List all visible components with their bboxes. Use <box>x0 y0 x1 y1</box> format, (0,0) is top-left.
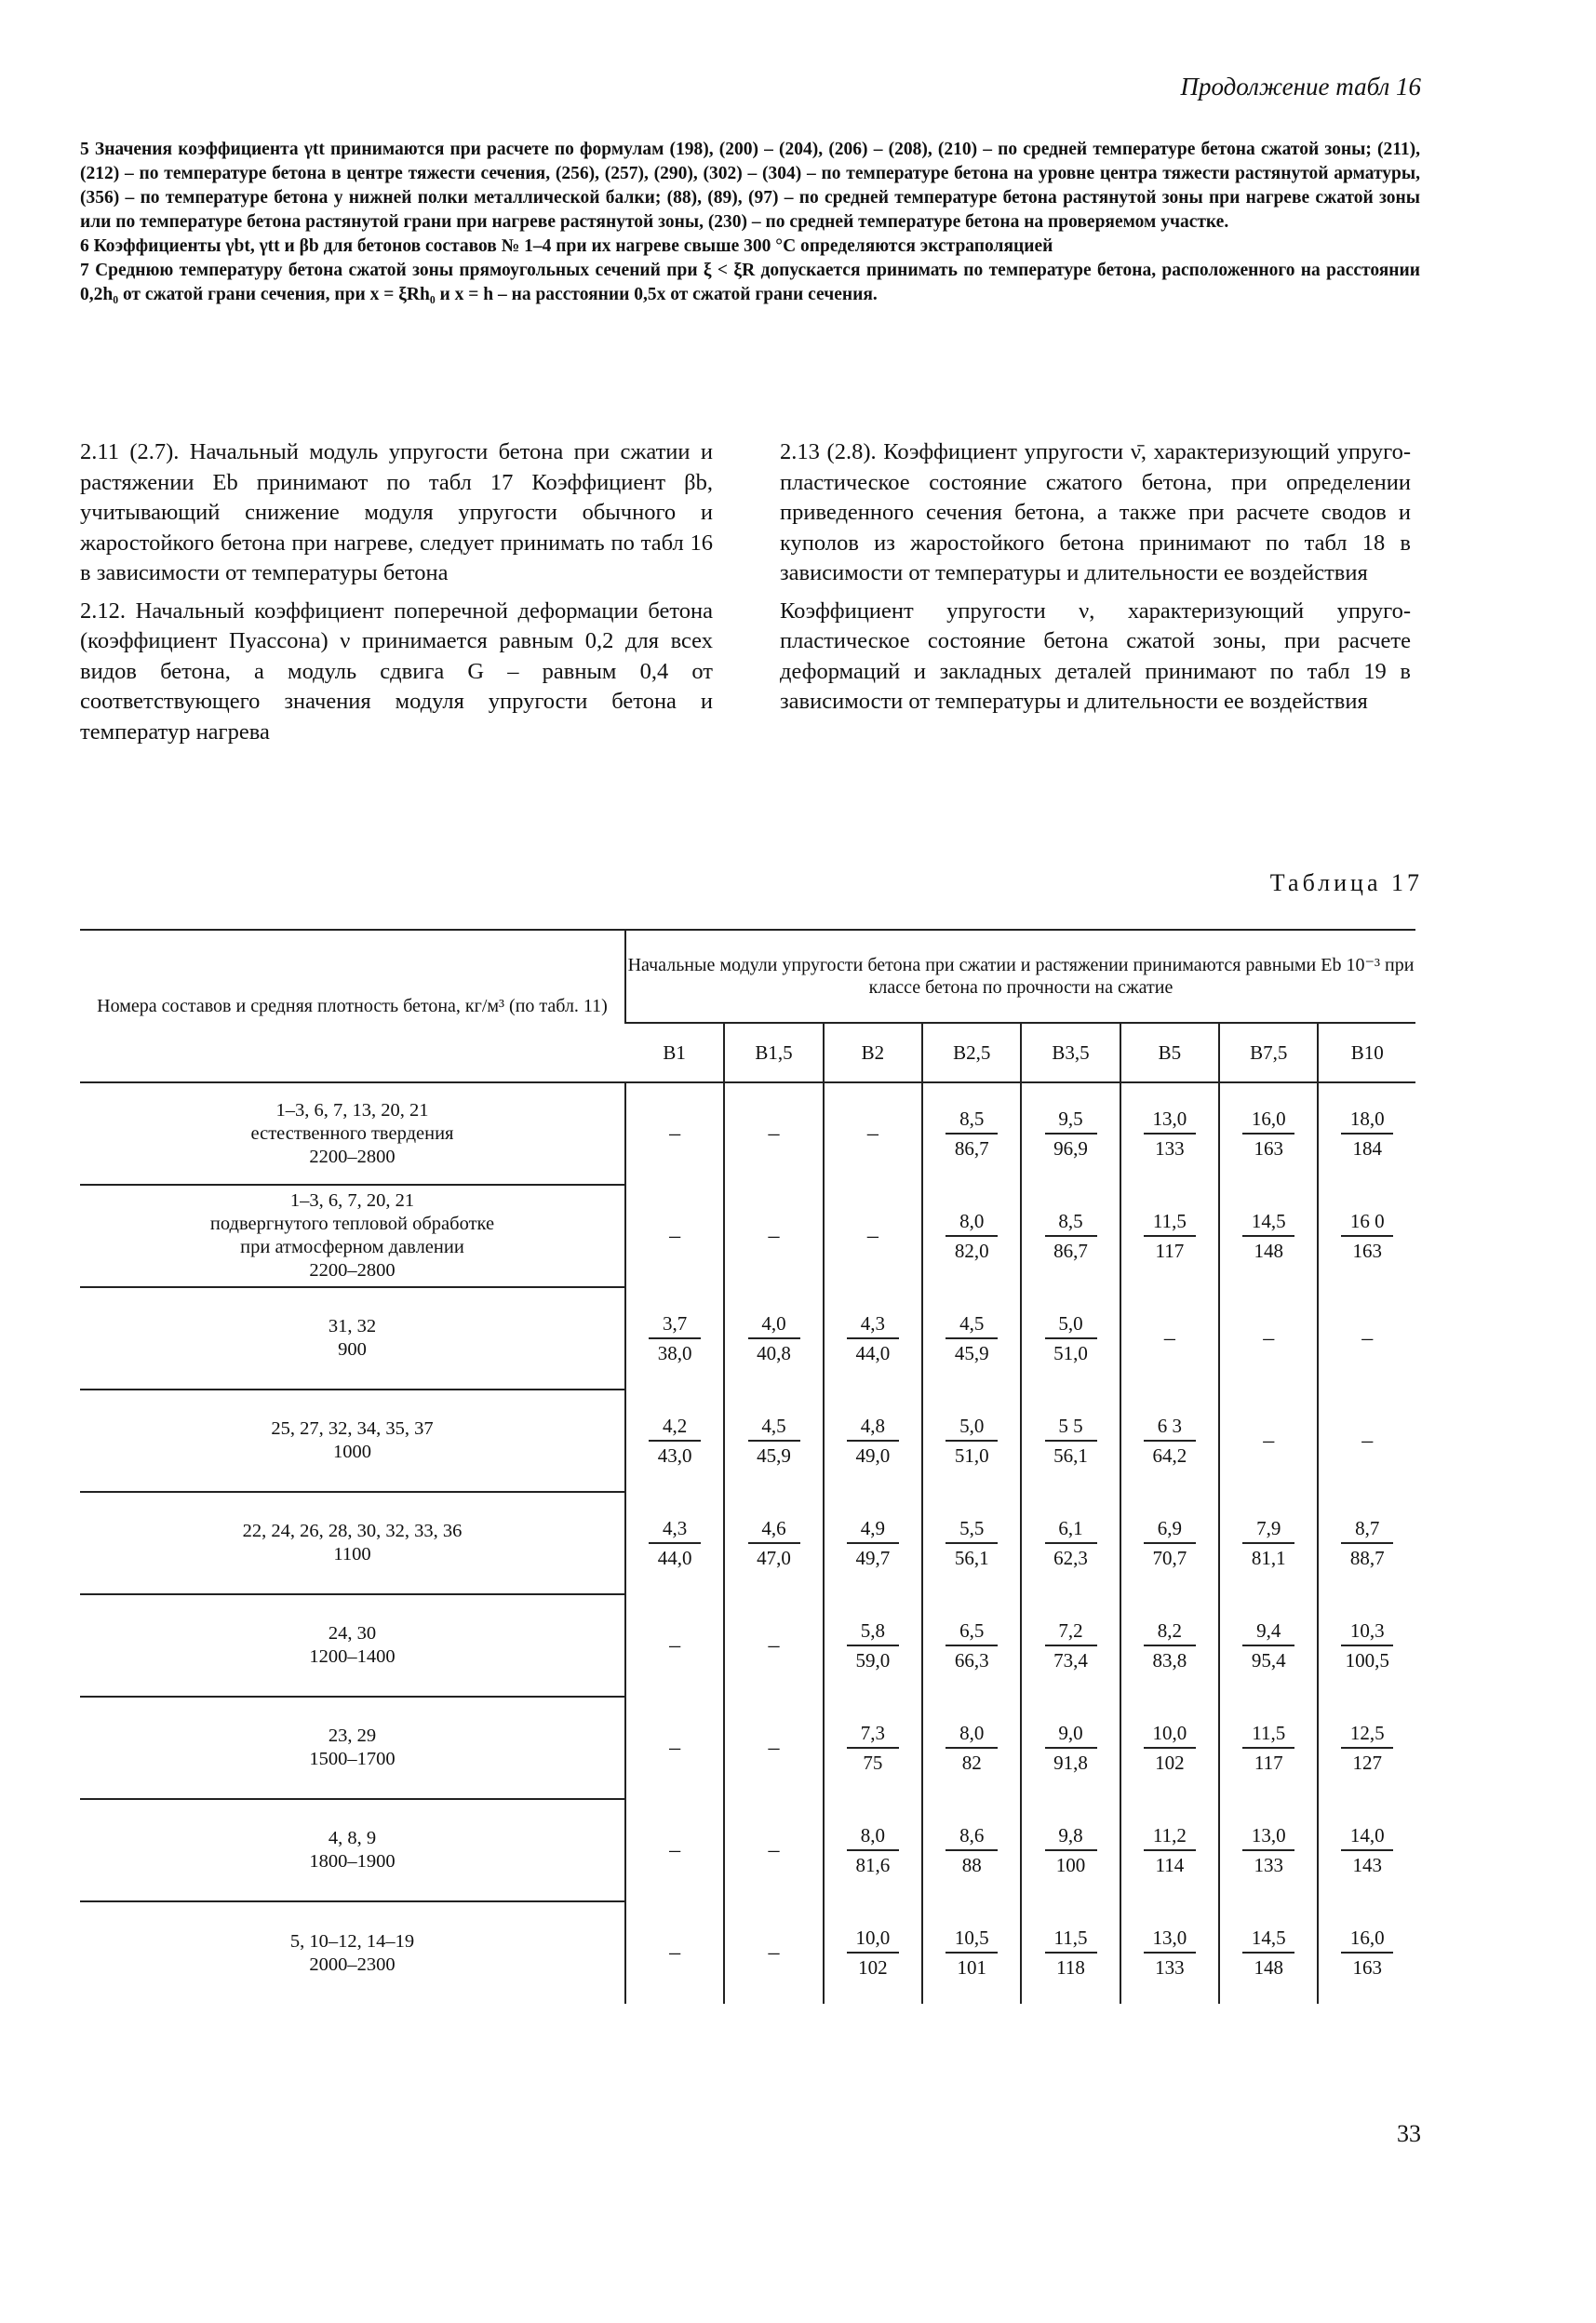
modulus-numerator: 18,0 <box>1341 1108 1393 1135</box>
modulus-denominator: 40,8 <box>757 1341 791 1364</box>
empty-cell-dash: – <box>824 1082 922 1185</box>
modulus-cell <box>824 1799 922 1901</box>
modulus-numerator: 4,2 <box>649 1415 701 1442</box>
modulus-denominator: 70,7 <box>1152 1546 1187 1569</box>
modulus-fraction <box>1045 1722 1097 1775</box>
modulus-cell <box>1318 1901 1415 2004</box>
empty-cell-dash: – <box>625 1082 724 1185</box>
modulus-denominator: 133 <box>1155 1137 1185 1160</box>
right-text-column <box>780 437 1411 725</box>
modulus-cell <box>724 1390 823 1492</box>
modulus-fraction <box>946 1927 998 1980</box>
modulus-denominator: 49,0 <box>855 1443 891 1467</box>
table-row <box>80 1799 1415 1901</box>
modulus-fraction <box>946 1722 998 1775</box>
modulus-numerator: 13,0 <box>1144 1108 1196 1135</box>
modulus-cell <box>1219 1185 1318 1287</box>
composition-line: 1500–1700 <box>309 1749 396 1769</box>
modulus-denominator: 86,7 <box>1053 1239 1088 1262</box>
composition-line: 4, 8, 9 <box>328 1828 377 1848</box>
modulus-cell <box>1021 1287 1120 1390</box>
composition-line: 5, 10–12, 14–19 <box>289 1930 415 1952</box>
composition-line: 25, 27, 32, 34, 35, 37 <box>271 1418 434 1439</box>
modulus-cell <box>1021 1082 1120 1185</box>
paragraph-2-12: 2.12. Начальный коэффициент поперечной деформации бетона (коэффициент Пуассона) ν принимается равным 0,2 для всех видов бетона, а модуль сдвига G – равным 0,4 от соответствующего значения модуля упругости бетона и температур нагрева <box>80 598 713 745</box>
composition-cell <box>80 1390 625 1492</box>
modulus-cell <box>1219 1799 1318 1901</box>
modulus-fraction <box>1242 1927 1294 1980</box>
modulus-numerator: 13,0 <box>1144 1927 1196 1954</box>
modulus-fraction <box>946 1619 998 1672</box>
modulus-numerator: 10,5 <box>946 1927 998 1954</box>
modulus-cell <box>824 1901 922 2004</box>
composition-line: 1000 <box>333 1442 371 1462</box>
empty-cell-dash: – <box>625 1594 724 1697</box>
modulus-cell <box>1219 1082 1318 1185</box>
empty-cell-dash: – <box>1219 1287 1318 1390</box>
modulus-denominator: 83,8 <box>1152 1648 1187 1672</box>
modulus-denominator: 88 <box>961 1853 982 1876</box>
composition-line: естественного твердения <box>250 1122 454 1144</box>
modulus-numerator: 8,7 <box>1341 1517 1393 1544</box>
modulus-numerator: 14,5 <box>1242 1927 1294 1954</box>
empty-cell-dash: – <box>625 1185 724 1287</box>
modulus-numerator: 4,6 <box>748 1517 800 1544</box>
modulus-numerator: 6,5 <box>946 1619 998 1646</box>
empty-cell-dash: – <box>1219 1390 1318 1492</box>
modulus-denominator: 66,3 <box>954 1648 989 1672</box>
modulus-denominator: 56,1 <box>1053 1443 1088 1467</box>
composition-line: 24, 30 <box>328 1623 377 1644</box>
empty-cell-dash: – <box>724 1901 823 2004</box>
modulus-denominator: 133 <box>1254 1853 1283 1876</box>
class-header-cell: B3,5 <box>1021 1023 1120 1082</box>
composition-line: 2200–2800 <box>309 1260 396 1281</box>
modulus-cell <box>922 1287 1021 1390</box>
header-modulus: Начальные модули упругости бетона при сжатии и растяжении принимаются равными Eb 10⁻³ при классе бетона по прочности на сжатие <box>625 930 1415 1023</box>
modulus-cell <box>1318 1082 1415 1185</box>
modulus-denominator: 102 <box>858 1955 888 1979</box>
composition-cell <box>80 1492 625 1594</box>
modulus-cell <box>922 1082 1021 1185</box>
modulus-numerator: 8,0 <box>847 1824 899 1851</box>
empty-cell-dash: – <box>724 1594 823 1697</box>
table-row <box>80 1492 1415 1594</box>
empty-cell-dash: – <box>1120 1287 1219 1390</box>
empty-cell-dash: – <box>724 1082 823 1185</box>
modulus-cell <box>1021 1901 1120 2004</box>
modulus-cell <box>724 1287 823 1390</box>
modulus-denominator: 163 <box>1352 1955 1382 1979</box>
modulus-fraction <box>847 1312 899 1365</box>
modulus-fraction <box>1242 1722 1294 1775</box>
modulus-cell <box>1219 1697 1318 1799</box>
modulus-cell <box>922 1697 1021 1799</box>
modulus-denominator: 163 <box>1254 1137 1283 1160</box>
modulus-numerator: 16,0 <box>1341 1927 1393 1954</box>
modulus-denominator: 95,4 <box>1251 1648 1286 1672</box>
modulus-fraction <box>946 1312 998 1365</box>
modulus-numerator: 6,1 <box>1045 1517 1097 1544</box>
composition-line: 2000–2300 <box>309 1954 396 1975</box>
modulus-fraction <box>1242 1517 1294 1570</box>
modulus-numerator: 8,0 <box>946 1210 998 1237</box>
empty-cell-dash: – <box>824 1185 922 1287</box>
table-continuation-header: Продолжение табл 16 <box>1180 73 1421 101</box>
empty-cell-dash: – <box>724 1799 823 1901</box>
modulus-cell <box>1120 1594 1219 1697</box>
empty-cell-dash: – <box>724 1697 823 1799</box>
table-17 <box>80 929 1415 2004</box>
modulus-numerator: 4,3 <box>649 1517 701 1544</box>
empty-cell-dash: – <box>1318 1390 1415 1492</box>
modulus-fraction <box>1144 1210 1196 1263</box>
modulus-fraction <box>1144 1722 1196 1775</box>
modulus-numerator: 9,8 <box>1045 1824 1097 1851</box>
modulus-numerator: 12,5 <box>1341 1722 1393 1749</box>
modulus-fraction <box>1341 1619 1393 1672</box>
class-header-cell: B7,5 <box>1219 1023 1318 1082</box>
modulus-denominator: 82 <box>961 1751 982 1774</box>
modulus-cell <box>1219 1594 1318 1697</box>
modulus-cell <box>1120 1390 1219 1492</box>
composition-line: при атмосферном давлении <box>240 1237 464 1257</box>
modulus-cell <box>1120 1799 1219 1901</box>
composition-cell <box>80 1185 625 1287</box>
modulus-denominator: 44,0 <box>855 1341 891 1364</box>
paragraph-elasticity: Коэффициент упругости ν, характеризующий упруго-пластическое состояние бетона сжатой зоны, при расчете деформаций и закладных деталей принимают по табл 19 в зависимости от температуры и длительности ее воздействия <box>780 598 1411 714</box>
modulus-denominator: 117 <box>1155 1239 1185 1262</box>
composition-cell <box>80 1799 625 1901</box>
table-16-notes <box>80 138 1420 307</box>
modulus-fraction <box>847 1722 899 1775</box>
modulus-cell <box>922 1492 1021 1594</box>
modulus-fraction <box>1242 1824 1294 1877</box>
modulus-cell <box>1021 1799 1120 1901</box>
composition-cell <box>80 1697 625 1799</box>
modulus-denominator: 118 <box>1056 1955 1085 1979</box>
table-row <box>80 1185 1415 1287</box>
class-header-cell: B2 <box>824 1023 922 1082</box>
modulus-cell <box>824 1390 922 1492</box>
note-6: 6 Коэффициенты γbt, γtt и βb для бетонов составов № 1–4 при их нагреве свыше 300 °С определяются экстраполяцией <box>80 236 1053 256</box>
modulus-numerator: 4,5 <box>946 1312 998 1339</box>
table-row <box>80 1697 1415 1799</box>
composition-cell <box>80 1287 625 1390</box>
modulus-fraction <box>1242 1108 1294 1161</box>
modulus-fraction <box>748 1312 800 1365</box>
modulus-fraction <box>1341 1517 1393 1570</box>
modulus-denominator: 96,9 <box>1053 1137 1088 1160</box>
class-header-cell: B1 <box>625 1023 724 1082</box>
modulus-denominator: 51,0 <box>1053 1341 1088 1364</box>
modulus-denominator: 101 <box>957 1955 986 1979</box>
modulus-numerator: 13,0 <box>1242 1824 1294 1851</box>
modulus-denominator: 59,0 <box>855 1648 891 1672</box>
modulus-denominator: 127 <box>1352 1751 1382 1774</box>
modulus-cell <box>1318 1594 1415 1697</box>
modulus-cell <box>824 1492 922 1594</box>
modulus-denominator: 163 <box>1352 1239 1382 1262</box>
modulus-fraction <box>649 1415 701 1468</box>
modulus-fraction <box>1045 1824 1097 1877</box>
table-row <box>80 1287 1415 1390</box>
modulus-fraction <box>649 1517 701 1570</box>
table-row <box>80 1594 1415 1697</box>
modulus-cell <box>1021 1492 1120 1594</box>
table-caption: Таблица 17 <box>1269 869 1423 896</box>
modulus-fraction <box>1144 1108 1196 1161</box>
modulus-denominator: 51,0 <box>954 1443 989 1467</box>
modulus-numerator: 6 3 <box>1144 1415 1196 1442</box>
modulus-cell <box>1318 1185 1415 1287</box>
modulus-denominator: 56,1 <box>954 1546 989 1569</box>
empty-cell-dash: – <box>724 1185 823 1287</box>
composition-line: 23, 29 <box>328 1725 377 1746</box>
modulus-numerator: 9,4 <box>1242 1619 1294 1646</box>
note-5: 5 Значения коэффициента γtt принимаются при расчете по формулам (198), (200) – (204), (206) – (208), (210) – по средней температуре бетона сжатой зоны; (211), (212) – по температуре бетона в центре тяжести сечения, (256), (257), (290), (302) – (304) – по температуре бетона на уровне центра тяжести растянутой арматуры, (356) – по температуре бетона у нижней полки металлической балки; (88), (89), (97) – по средней температуре бетона растянутой зоны при нагреве сжатой зоны или по температуре бетона растянутой грани при нагреве растянутой зоны, (230) – по средней температуре бетона на проверяемом участке. <box>80 140 1420 232</box>
modulus-numerator: 14,5 <box>1242 1210 1294 1237</box>
modulus-cell <box>1120 1492 1219 1594</box>
paragraph-2-11: 2.11 (2.7). Начальный модуль упругости бетона при сжатии и растяжении Eb принимают по табл 17 Коэффициент βb, учитывающий снижение модуля упругости обычного и жаростойкого бетона при нагреве, следует принимать по табл 16 в зависимости от температуры бетона <box>80 439 713 585</box>
modulus-denominator: 81,1 <box>1251 1546 1286 1569</box>
modulus-fraction <box>748 1517 800 1570</box>
modulus-fraction <box>1341 1722 1393 1775</box>
modulus-denominator: 64,2 <box>1152 1443 1187 1467</box>
modulus-denominator: 184 <box>1352 1137 1382 1160</box>
modulus-numerator: 5,8 <box>847 1619 899 1646</box>
modulus-fraction <box>1045 1210 1097 1263</box>
modulus-cell <box>922 1594 1021 1697</box>
modulus-fraction <box>1144 1517 1196 1570</box>
modulus-numerator: 5 5 <box>1045 1415 1097 1442</box>
composition-line: 22, 24, 26, 28, 30, 32, 33, 36 <box>242 1521 463 1541</box>
modulus-fraction <box>1144 1824 1196 1877</box>
modulus-numerator: 7,3 <box>847 1722 899 1749</box>
modulus-cell <box>922 1185 1021 1287</box>
modulus-numerator: 6,9 <box>1144 1517 1196 1544</box>
modulus-fraction <box>1045 1619 1097 1672</box>
modulus-numerator: 5,0 <box>1045 1312 1097 1339</box>
modulus-fraction <box>1242 1210 1294 1263</box>
modulus-fraction <box>748 1415 800 1468</box>
modulus-numerator: 11,5 <box>1144 1210 1196 1237</box>
modulus-numerator: 10,0 <box>847 1927 899 1954</box>
modulus-numerator: 11,2 <box>1144 1824 1196 1851</box>
modulus-numerator: 4,8 <box>847 1415 899 1442</box>
modulus-fraction <box>847 1824 899 1877</box>
modulus-numerator: 4,0 <box>748 1312 800 1339</box>
modulus-fraction <box>1144 1927 1196 1980</box>
composition-cell <box>80 1901 625 2004</box>
modulus-numerator: 14,0 <box>1341 1824 1393 1851</box>
modulus-numerator: 8,6 <box>946 1824 998 1851</box>
modulus-cell <box>1120 1082 1219 1185</box>
modulus-numerator: 8,2 <box>1144 1619 1196 1646</box>
modulus-denominator: 88,7 <box>1349 1546 1385 1569</box>
modulus-cell <box>1021 1594 1120 1697</box>
modulus-cell <box>1120 1901 1219 2004</box>
modulus-fraction <box>1045 1415 1097 1468</box>
empty-cell-dash: – <box>625 1799 724 1901</box>
empty-cell-dash: – <box>1318 1287 1415 1390</box>
composition-line: 31, 32 <box>328 1316 377 1336</box>
modulus-cell <box>824 1697 922 1799</box>
modulus-cell <box>1021 1185 1120 1287</box>
composition-line: 1800–1900 <box>309 1851 396 1872</box>
modulus-numerator: 16,0 <box>1242 1108 1294 1135</box>
modulus-cell <box>1021 1697 1120 1799</box>
composition-cell <box>80 1082 625 1185</box>
modulus-cell <box>1219 1492 1318 1594</box>
modulus-denominator: 43,0 <box>657 1443 692 1467</box>
modulus-numerator: 4,9 <box>847 1517 899 1544</box>
page-number: 33 <box>1397 2120 1421 2147</box>
modulus-denominator: 133 <box>1155 1955 1185 1979</box>
class-header-cell: B2,5 <box>922 1023 1021 1082</box>
modulus-denominator: 114 <box>1155 1853 1185 1876</box>
modulus-fraction <box>946 1108 998 1161</box>
modulus-denominator: 82,0 <box>954 1239 989 1262</box>
modulus-cell <box>824 1287 922 1390</box>
modulus-numerator: 9,0 <box>1045 1722 1097 1749</box>
modulus-numerator: 5,5 <box>946 1517 998 1544</box>
modulus-denominator: 47,0 <box>757 1546 791 1569</box>
modulus-denominator: 73,4 <box>1053 1648 1088 1672</box>
modulus-cell <box>1318 1799 1415 1901</box>
table-row <box>80 1901 1415 2004</box>
class-header-cell: B1,5 <box>724 1023 823 1082</box>
modulus-denominator: 38,0 <box>657 1341 692 1364</box>
composition-line: 1100 <box>333 1544 371 1564</box>
modulus-fraction <box>1341 1824 1393 1877</box>
composition-cell <box>80 1594 625 1697</box>
modulus-denominator: 102 <box>1155 1751 1185 1774</box>
modulus-cell <box>922 1390 1021 1492</box>
modulus-numerator: 8,0 <box>946 1722 998 1749</box>
class-header-cell: B10 <box>1318 1023 1415 1082</box>
modulus-fraction <box>1341 1927 1393 1980</box>
modulus-fraction <box>847 1517 899 1570</box>
modulus-denominator: 143 <box>1352 1853 1382 1876</box>
modulus-fraction <box>946 1517 998 1570</box>
modulus-numerator: 5,0 <box>946 1415 998 1442</box>
modulus-fraction <box>1045 1108 1097 1161</box>
modulus-cell <box>625 1492 724 1594</box>
modulus-fraction <box>847 1415 899 1468</box>
modulus-denominator: 44,0 <box>657 1546 692 1569</box>
composition-line: 1200–1400 <box>309 1646 396 1667</box>
modulus-fraction <box>1341 1210 1393 1263</box>
modulus-denominator: 75 <box>863 1751 883 1774</box>
modulus-fraction <box>847 1927 899 1980</box>
composition-line: 1–3, 6, 7, 20, 21 <box>289 1190 415 1211</box>
modulus-numerator: 10,3 <box>1341 1619 1393 1646</box>
modulus-denominator: 91,8 <box>1053 1751 1088 1774</box>
modulus-numerator: 11,5 <box>1045 1927 1097 1954</box>
modulus-cell <box>922 1799 1021 1901</box>
modulus-numerator: 4,3 <box>847 1312 899 1339</box>
modulus-numerator: 7,2 <box>1045 1619 1097 1646</box>
modulus-denominator: 100 <box>1055 1853 1086 1876</box>
modulus-denominator: 62,3 <box>1053 1546 1088 1569</box>
modulus-fraction <box>847 1619 899 1672</box>
modulus-denominator: 45,9 <box>954 1341 989 1364</box>
modulus-cell <box>625 1390 724 1492</box>
modulus-denominator: 49,7 <box>855 1546 891 1569</box>
modulus-fraction <box>946 1824 998 1877</box>
modulus-fraction <box>1144 1619 1196 1672</box>
modulus-fraction <box>1045 1927 1097 1980</box>
modulus-cell <box>1120 1697 1219 1799</box>
modulus-fraction <box>1045 1312 1097 1365</box>
composition-line: 2200–2800 <box>309 1146 396 1167</box>
modulus-fraction <box>946 1415 998 1468</box>
modulus-numerator: 8,5 <box>1045 1210 1097 1237</box>
modulus-cell <box>1021 1390 1120 1492</box>
modulus-fraction <box>1341 1108 1393 1161</box>
modulus-fraction <box>1144 1415 1196 1468</box>
modulus-denominator: 86,7 <box>954 1137 989 1160</box>
modulus-denominator: 148 <box>1254 1239 1283 1262</box>
modulus-denominator: 81,6 <box>855 1853 891 1876</box>
modulus-cell <box>625 1287 724 1390</box>
modulus-cell <box>824 1594 922 1697</box>
modulus-numerator: 8,5 <box>946 1108 998 1135</box>
modulus-cell <box>1120 1185 1219 1287</box>
table-row <box>80 1390 1415 1492</box>
modulus-fraction <box>1045 1517 1097 1570</box>
modulus-fraction <box>1242 1619 1294 1672</box>
modulus-numerator: 11,5 <box>1242 1722 1294 1749</box>
modulus-denominator: 148 <box>1254 1955 1283 1979</box>
class-header-cell: B5 <box>1120 1023 1219 1082</box>
modulus-denominator: 45,9 <box>757 1443 791 1467</box>
modulus-cell <box>1219 1901 1318 2004</box>
modulus-numerator: 4,5 <box>748 1415 800 1442</box>
modulus-denominator: 117 <box>1254 1751 1283 1774</box>
modulus-cell <box>724 1492 823 1594</box>
header-composition: Номера составов и средняя плотность бетона, кг/м³ (по табл. 11) <box>80 930 625 1082</box>
modulus-fraction <box>946 1210 998 1263</box>
note-7: 7 Среднюю температуру бетона сжатой зоны прямоугольных сечений при ξ < ξR допускается принимать по температуре бетона, расположенного на расстоянии 0,2h₀ от сжатой грани сечения, при x = ξRh₀ и x = h – на расстоянии 0,5x от сжатой грани сечения. <box>80 261 1420 304</box>
composition-line: подвергнутого тепловой обработке <box>209 1214 495 1234</box>
modulus-cell <box>1318 1492 1415 1594</box>
modulus-numerator: 3,7 <box>649 1312 701 1339</box>
modulus-cell <box>1318 1697 1415 1799</box>
composition-line: 1–3, 6, 7, 13, 20, 21 <box>275 1099 429 1121</box>
modulus-numerator: 16 0 <box>1341 1210 1393 1237</box>
modulus-cell <box>922 1901 1021 2004</box>
modulus-numerator: 9,5 <box>1045 1108 1097 1135</box>
modulus-numerator: 10,0 <box>1144 1722 1196 1749</box>
table-body <box>80 1082 1415 2004</box>
modulus-fraction <box>649 1312 701 1365</box>
table-row <box>80 1082 1415 1185</box>
empty-cell-dash: – <box>625 1697 724 1799</box>
paragraph-2-13: 2.13 (2.8). Коэффициент упругости ν̄, характеризующий упруго-пластическое состояние сжатого бетона, при определении приведенного сечения бетона, а также при расчете сводов и куполов из жаростойкого бетона принимают по табл 18 в зависимости от температуры и длительности ее воздействия <box>780 439 1411 585</box>
left-text-column <box>80 437 713 755</box>
composition-line: 900 <box>338 1339 367 1360</box>
modulus-numerator: 7,9 <box>1242 1517 1294 1544</box>
empty-cell-dash: – <box>625 1901 724 2004</box>
modulus-denominator: 100,5 <box>1345 1648 1389 1672</box>
